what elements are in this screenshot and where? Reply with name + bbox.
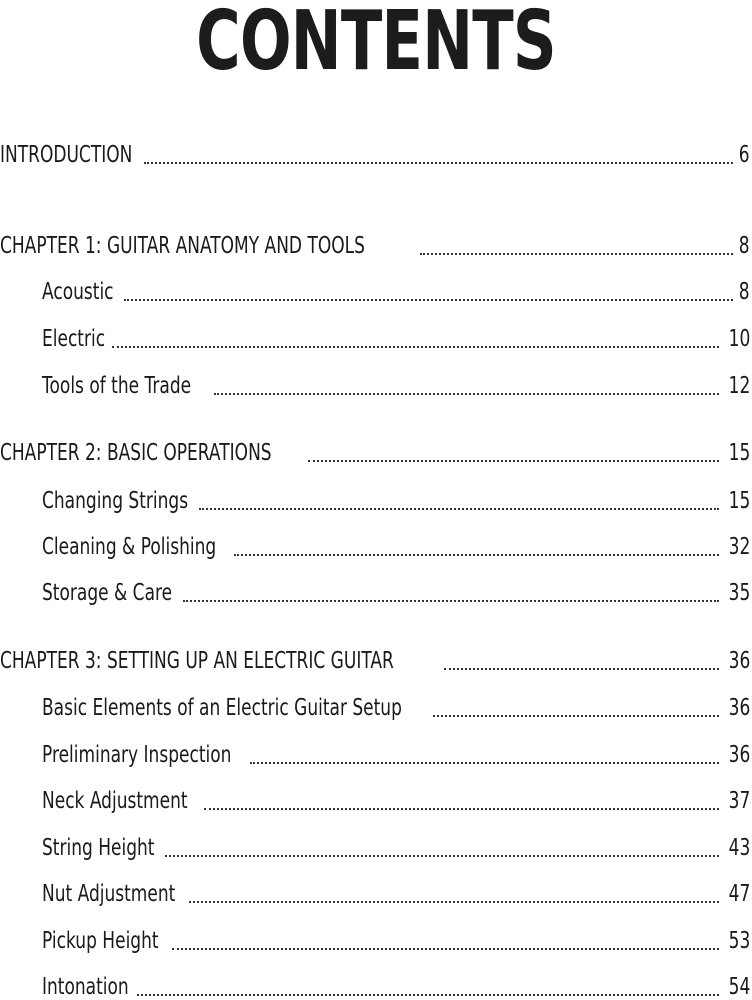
toc-entry-page: 6	[739, 142, 750, 168]
dot-leader	[112, 346, 719, 348]
toc-entry-page: 8	[739, 233, 750, 259]
toc-entry-page: 37	[728, 788, 750, 814]
toc-entry-cleaning-polishing[interactable]	[42, 530, 752, 560]
toc-entry-pickup-height[interactable]	[42, 924, 752, 954]
toc-entry-tools-of-the-trade[interactable]	[42, 369, 752, 399]
toc-entry-intonation[interactable]	[42, 970, 752, 1000]
toc-entry-preliminary-inspection[interactable]	[42, 738, 752, 768]
dot-leader	[444, 668, 719, 670]
dot-leader	[189, 901, 719, 903]
dot-leader	[172, 948, 719, 950]
toc-entry-label: Tools of the Trade	[42, 373, 192, 399]
toc-entry-label: Preliminary Inspection	[42, 742, 232, 768]
toc-entry-electric[interactable]	[42, 322, 752, 352]
dot-leader	[137, 994, 719, 996]
toc-entry-label: Changing Strings	[42, 488, 189, 514]
toc-entry-introduction[interactable]	[0, 138, 752, 168]
dot-leader	[420, 253, 733, 255]
toc-entry-page: 10	[728, 326, 750, 352]
dot-leader	[433, 715, 719, 717]
toc-entry-page: 12	[728, 373, 750, 399]
toc-entry-page: 54	[728, 974, 750, 1000]
toc-entry-chapter-2[interactable]	[0, 436, 752, 466]
dot-leader	[308, 460, 719, 462]
toc-entry-label: Neck Adjustment	[42, 788, 188, 814]
dot-leader	[165, 855, 719, 857]
dot-leader	[124, 299, 733, 301]
toc-entry-page: 15	[728, 488, 750, 514]
toc-entry-chapter-1[interactable]	[0, 229, 752, 259]
toc-entry-page: 35	[728, 580, 750, 606]
toc-entry-neck-adjustment[interactable]	[42, 784, 752, 814]
dot-leader	[144, 162, 733, 164]
toc-entry-label: CHAPTER 3: SETTING UP AN ELECTRIC GUITAR	[0, 648, 394, 674]
toc-entry-label: CHAPTER 2: BASIC OPERATIONS	[0, 440, 272, 466]
toc-entry-string-height[interactable]	[42, 831, 752, 861]
toc-entry-page: 15	[728, 440, 750, 466]
dot-leader	[250, 762, 719, 764]
toc-entry-label: Intonation	[42, 974, 129, 1000]
toc-entry-label: Acoustic	[42, 279, 114, 305]
toc-entry-page: 53	[728, 928, 750, 954]
toc-entry-chapter-3[interactable]	[0, 644, 752, 674]
toc-entry-page: 36	[728, 742, 750, 768]
dot-leader	[199, 508, 719, 510]
toc-entry-label: Pickup Height	[42, 928, 159, 954]
toc-entry-label: INTRODUCTION	[0, 142, 133, 168]
toc-entry-page: 8	[739, 279, 750, 305]
dot-leader	[234, 554, 719, 556]
dot-leader	[183, 600, 719, 602]
toc-entry-label: Basic Elements of an Electric Guitar Setup	[42, 695, 402, 721]
toc-entry-label: Nut Adjustment	[42, 881, 176, 907]
toc-entry-label: CHAPTER 1: GUITAR ANATOMY AND TOOLS	[0, 233, 365, 259]
toc-entry-changing-strings[interactable]	[42, 484, 752, 514]
toc-entry-nut-adjustment[interactable]	[42, 877, 752, 907]
dot-leader	[214, 393, 719, 395]
toc-entry-page: 32	[728, 534, 750, 560]
toc-entry-label: Storage & Care	[42, 580, 173, 606]
toc-entry-page: 47	[728, 881, 750, 907]
toc-entry-storage-care[interactable]	[42, 576, 752, 606]
dot-leader	[204, 808, 719, 810]
toc-entry-basic-elements[interactable]	[42, 691, 752, 721]
toc-entry-acoustic[interactable]	[42, 275, 752, 305]
toc-entry-label: String Height	[42, 835, 155, 861]
toc-entry-label: Cleaning & Polishing	[42, 534, 217, 560]
toc-entry-label: Electric	[42, 326, 106, 352]
toc-entry-page: 36	[728, 695, 750, 721]
page-title: CONTENTS	[196, 0, 556, 89]
toc-entry-page: 43	[728, 835, 750, 861]
toc-entry-page: 36	[728, 648, 750, 674]
